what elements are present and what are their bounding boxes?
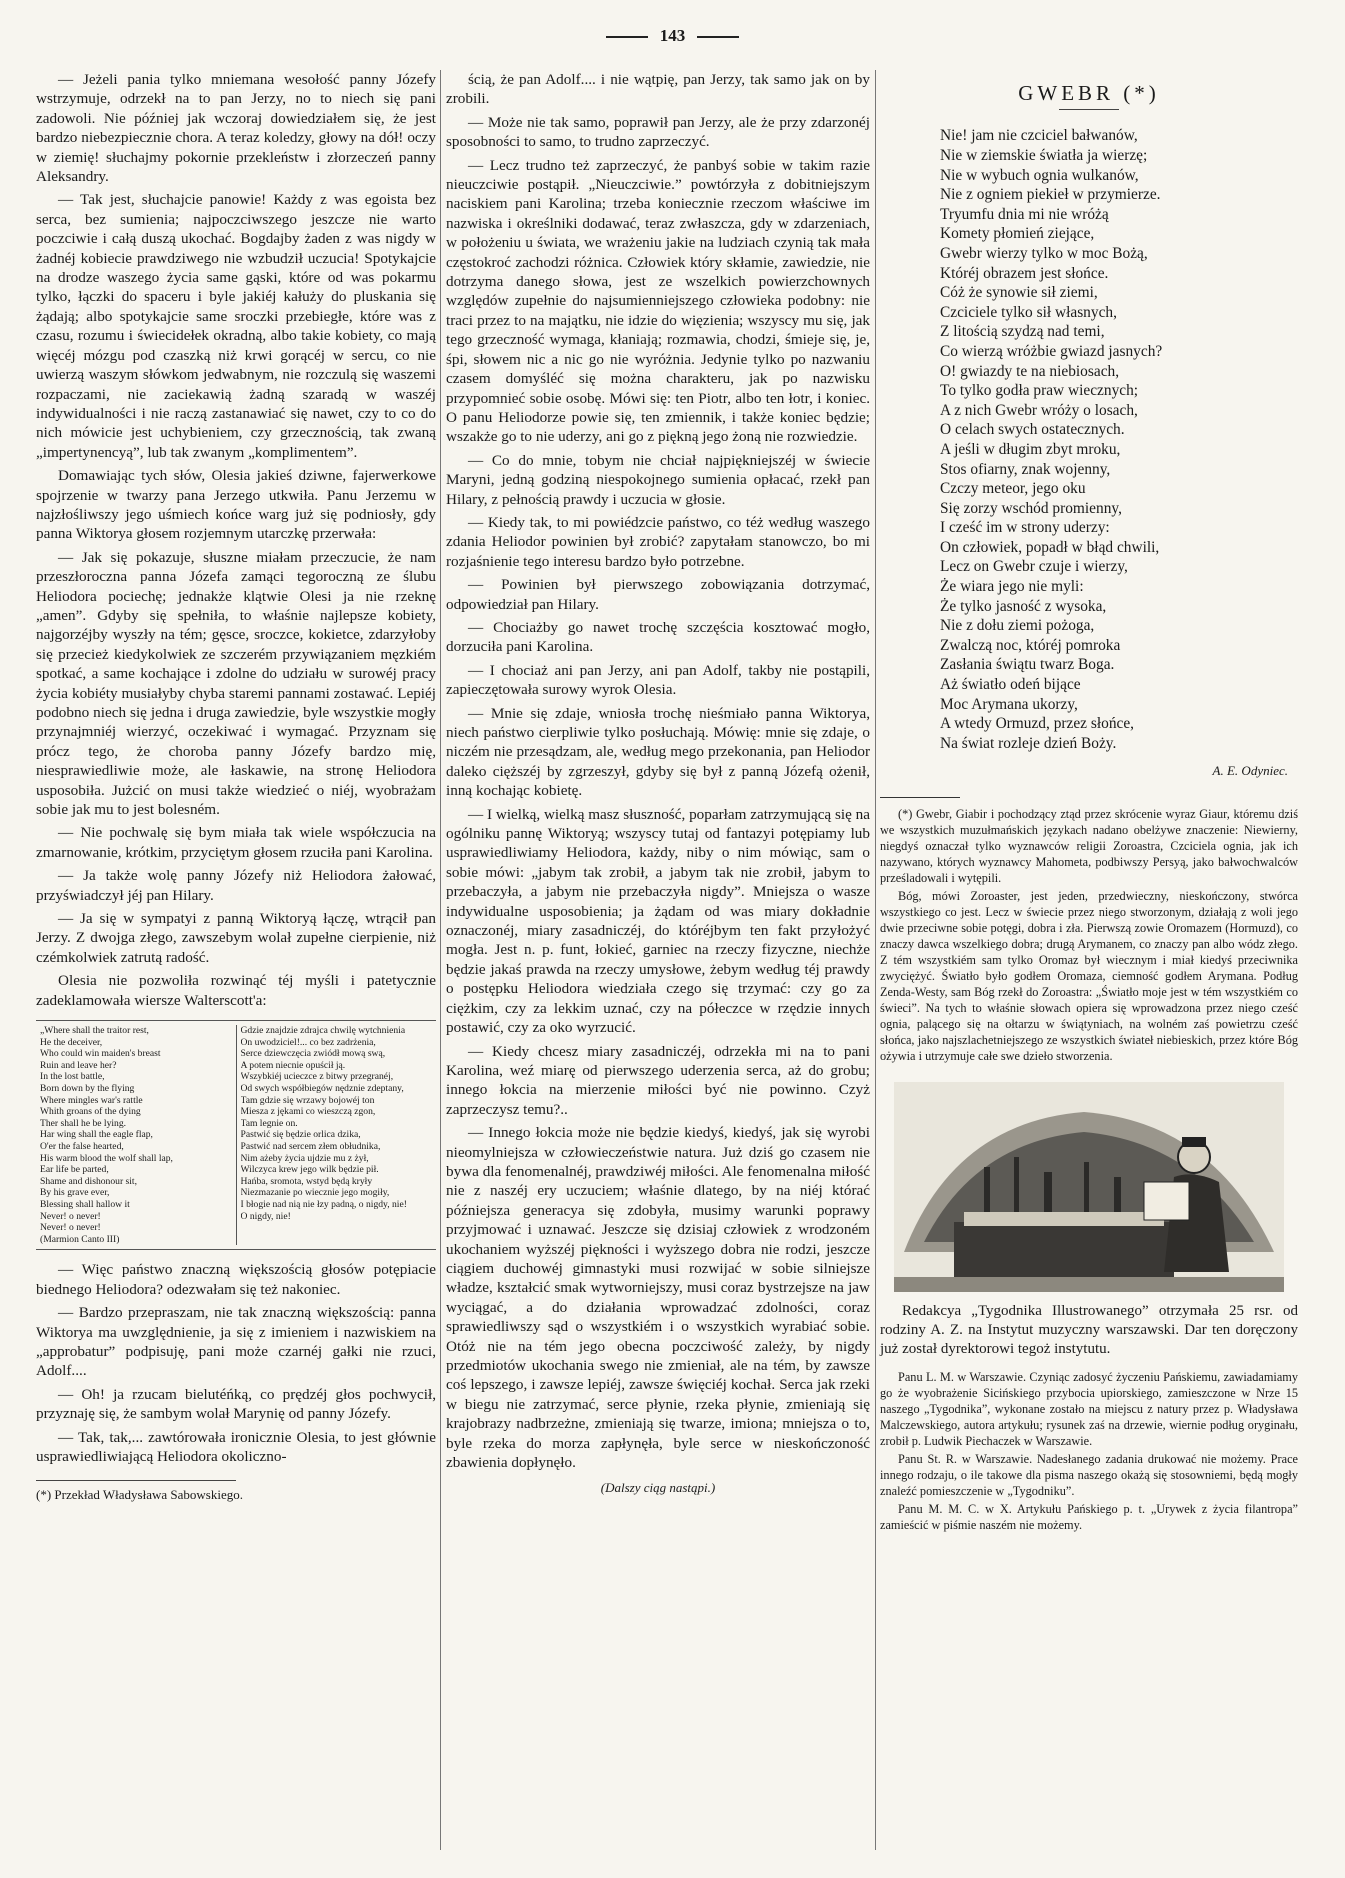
paragraph: — Kiedy tak, to mi powiédzcie państwo, co téż według waszego zdania Heliodor powinien był zrobić? zapytałam stanowczo, bo mi rozjaśnienie tego interesu bardzo było potrzebne. [446, 513, 870, 570]
poem-line: Ruin and leave her? [40, 1059, 117, 1071]
verse-line: Gwebr wierzy tylko w moc Bożą, [940, 244, 1148, 262]
paragraph: ścią, że pan Adolf.... i nie wątpię, pan Jerzy, tak samo jak on by zrobili. [446, 71, 870, 108]
poem-line: His warm blood the wolf shall lap, [40, 1152, 173, 1164]
paragraph: Olesia nie pozwoliła rozwinąć téj myśli i patetycznie zadeklamowała wiersze Walterscott'a: [36, 972, 436, 1009]
correspondence-item: Panu St. R. w Warszawie. Nadesłanego zadania drukować nie możemy. Prace innego rodzaju, o ile takowe dla pisma naszego okażą się stosowniemi, będą mogły znaleźć pomieszczenie w „Tygodniku”. [880, 1451, 1298, 1498]
verse-line: Że tylko jasność z wysoka, [940, 597, 1107, 615]
correspondence-item: Panu L. M. w Warszawie. Czyniąc zadosyć życzeniu Pańskiemu, zawiadamiamy go że wyobrażenie Sicińskiego przybocia upiorskiego, zamieszczone w Nrze 15 naszego „Tygodnika”, wykonane zostało na miejscu z natury przez p. Władysława Malczewskiego, autora artykułu; rysunek zaś na drzewie, wiernie podług oryginału, zrobił p. Ludwik Piechaczek w Warszawie. [880, 1369, 1298, 1448]
poem-line: Niezmazanie po wiecznie jego mogiły, [240, 1187, 390, 1199]
verse-line: A wtedy Ormuzd, przez słońce, [940, 715, 1135, 733]
verse-line: Moc Arymana ukorzy, [940, 695, 1078, 713]
paragraph: — Nie pochwalę się bym miała tak wiele współczucia na zmarnowanie, krótkim, przyciętym głosem rzuciła pani Karolina. [36, 824, 436, 861]
verse-line: O celach swych ostatecznych. [940, 421, 1125, 439]
poem-line: Never! o never! [40, 1222, 101, 1234]
poem-line: „Where shall the traitor rest, [40, 1025, 149, 1037]
poem-line: Wilczyca krew jego wilk będzie pił. [240, 1164, 379, 1176]
verse-line: Się zorzy wschód promienny, [940, 499, 1122, 517]
paragraph: — Kiedy chcesz miary zasadniczéj, odrzekła mi na to pani Karolina, weź miarę od pierwszego uderzenia serca, aż do grobu; innego łokcia na mierzenie miłości być nie powinno. Czyż zaprzeczysz temu?.. [446, 1042, 870, 1118]
poem-line: Blessing shall hallow it [40, 1199, 130, 1210]
poem-line: Tam gdzie się wrzawy bojowéj ton [240, 1094, 375, 1106]
paragraph: — Innego łokcia może nie będzie kiedyś, kiedyś, jak się wyrobi nieomylniejsza w człowieczeństwie natura. Już dziś go czasem nie bywa dla fenomenalnéj, prawdziwéj miłości. Ale fenomenalna miłość nie z naszéj ery uczuciem; właśnie dlatego, by na niéj którać późniejsza generacya się zdobyła, musimy warunki poprawy przyjmować i uznawać. Jeszcze się dzisiaj człowiek z wrodzoném ukochaniem wyższéj piękności i wyższego dobra nie rodzi, jeszcze ciągiem duchowéj gimnastyki musi rozwijać w sobie silniejsze władze, kształcić smak wytworniejszy, musi coraz bystrzejsze na jaw wyciągać, a do działania wprowadzać zdolności, coraz sprawiedliwszy sąd o wszystkiém i o wszystkich wyrabiać sobie. Otóż nie na tém jego obecna poczciwość zależy, by nigdy przedmiotów ukochania swego nie zmieniał, ale na tém, by zawsze coś lepszego, i zawsze lepiéj, zawsze święciéj kochał. Serca jak rzeki w biegu nie zatrzymać, serce płynie, rzeka płynie, zmieniają się krajobrazy nadbrzeżne, zmieniają się twarze, imiona; mniejsza o to, byle rzeka do morza zapłynęła, byle serce w nieskończoność zbawienia dopłynęło. [446, 1124, 870, 1472]
poem-line: Who could win maiden's breast [40, 1048, 161, 1060]
verse-line: Zwalczą noc, któréj pomroka [940, 636, 1121, 654]
verse-line: Stos ofiarny, znak wojenny, [940, 460, 1111, 478]
note-rule [880, 797, 960, 798]
footnote: (*) Przekład Władysława Sabowskiego. [36, 1480, 236, 1504]
poem-line: In the lost battle, [40, 1071, 105, 1083]
reading-man-illustration [894, 1082, 1284, 1292]
paragraph: — Tak jest, słuchajcie panowie! Każdy z was egoista bez serca, bez sumienia; najpoczciwszego jeszcze nie warto poczciwie i całą duszą ukochać. Bogdajby żaden z was nigdy w żadnéj kobiecie prawdziwego nie wzbudził uczucia! Spotykajcie na drodze waszego życia same gąski, które od was pokarmu tylko, łączki do spaceru i byle jakiéj kałuży do pluskania się żądają; albo spotykajcie same sroczki przebiegłe, które was z czasu, rozumu i świecidełek okradną, albo takie kobiety, co mają więcéj mózgu pod czaszką niż krwi gorącéj w sercu, co nie uwierzą waszym słówkom jedwabnym, nie rozczulą się waszemi rozpaczami, nie zaciekawią żadną szaradą w waszéj indywidualności i nie raczą zastanawiać się nawet, czy to co do nich mówicie jest uchybieniem, czy grzecznością, tak zwaną „impertynencyą”, lub tak zwanym „komplimentem”. [36, 191, 436, 461]
verse-line: O! gwiazdy te na niebiosach, [940, 362, 1120, 380]
paragraph: — Co do mnie, tobym nie chciał najpiękniejszéj w świecie Maryni, jedną godziną niespokojnego sumienia opłacać, rzekł pan Hilary, z pełnością prawdy i uczucia w głosie. [446, 451, 870, 508]
paragraph: — I chociaż ani pan Jerzy, ani pan Adolf, takby nie postąpili, zapieczętowała surowy wyrok Olesia. [446, 661, 870, 699]
verse-line: I cześć im w strony uderzy: [940, 519, 1110, 537]
verse-line: Na świat rozleje dzień Boży. [940, 734, 1117, 752]
poem-line: Nim ażeby życia ujdzie mu z żył, [240, 1152, 369, 1164]
verse-line: Któréj obrazem jest słońce. [940, 264, 1109, 282]
editorial-notice: Redakcya „Tygodnika Illustrowanego” otrzymała 25 rsr. od rodziny A. Z. na Instytut muzyczny warszawski. Dar ten doręczony już został dyrektorowi tegoż instytutu. [880, 1302, 1298, 1357]
column-2 [446, 70, 870, 1498]
paragraph: — Tak, tak,... zawtórowała ironicznie Olesia, to jest głównie usprawiedliwiającą Heliodora okoliczno- [36, 1428, 436, 1466]
poem-line: By his grave ever, [40, 1187, 110, 1199]
verse-line: Nie w ziemskie światła ja wierzę; [940, 147, 1148, 164]
verse-line: A jeśli w długim zbyt mroku, [940, 440, 1121, 458]
poem-line: Ther shall he be lying. [40, 1117, 127, 1129]
column-divider [875, 70, 876, 1850]
verse-line: On człowiek, popadł w błąd chwili, [940, 538, 1160, 556]
poem-english [36, 1025, 237, 1245]
paragraph: — Ja się w sympatyi z panną Wiktoryą łączę, wtrącił pan Jerzy. Z dwojga złego, zawszebym wolał zupełne cierpienie, niż czémkolwiek zatrutą radość. [36, 910, 436, 966]
poem-line: He the deceiver, [40, 1036, 103, 1048]
poem-line: Never! o never! [40, 1210, 101, 1222]
paragraph: — Chociażby go nawet trochę szczęścia kosztować mogło, dorzuciła pani Karolina. [446, 618, 870, 656]
verse-line: Że wiara jego nie myli: [940, 578, 1084, 596]
poem-line: Born down by the flying [40, 1083, 135, 1095]
poem-line: I błogie nad nią nie łzy padną, o nigdy, nie! [240, 1199, 407, 1210]
column-1-after-poem [36, 1260, 436, 1466]
verse-line: Z litością szydzą nad temi, [940, 323, 1105, 341]
verse-line: Zasłania świątu twarz Boga. [940, 656, 1115, 674]
page-number: 143 [0, 26, 1345, 46]
poem-footnote [880, 806, 1298, 1064]
poem-line: Hańba, sromota, wstyd będą kryły [240, 1175, 373, 1187]
poem-author: A. E. Odyniec. [1212, 763, 1288, 779]
note-paragraph: (*) Gwebr, Giabir i pochodzący ztąd przez skrócenie wyraz Giaur, któremu dziś we wszystkich muzułmańskich językach nadano obelżywe znaczenie: Niewierny, niegdyś oznaczał tylko wyznawców religii Zoroastra, Czciciela ognia, jak ich nazywano, których wyznawcy Mahometa, podbiwszy Persyą, jako bałwochwalców prześladowali i wytępili. [880, 806, 1298, 885]
column-2-paragraphs [446, 70, 870, 1472]
poem-line: O'er the false hearted, [40, 1141, 124, 1153]
paragraph: — Oh! ja rzucam bielutéńką, co prędzéj głos pochwycił, przyznaję się, że sambym wolał Marynię od panny Józefy. [36, 1385, 436, 1423]
poem-line: Tam legnie on. [240, 1117, 298, 1129]
verse-line: Nie z ogniem piekieł w przymierze. [940, 186, 1161, 204]
paragraph: — Może nie tak samo, poprawił pan Jerzy, ale że przy zdarzonéj sposobności to samo, to trudno zaprzeczyć. [446, 113, 870, 151]
verse-line: Czczy meteor, jego oku [940, 480, 1086, 498]
poem-line: Wszybkiéj ucieczce z bitwy przegranéj, [240, 1071, 394, 1083]
paragraph: — Jak się pokazuje, słuszne miałam przeczucie, że nam przeszłoroczna panna Józefa zamąci tegoroczną ze ślubu Heliodora pociechę; jednakże klątwie Olesi ja nie rzeknę „amen”. Gdyby się spełniła, to właśnie najlepsze kobiety, najgorzéjby wyszły na tém; gęsce, sroczce, kokietce, zdarzyłoby się przecież kiedykolwiek ze szczerém przywiązaniem męzkiém spotkać, a same kochające i zdolne do udziału w surowéj pracy życia kobiéty musiałyby chyba staremi pannami zostawać. Lepiéj podobno niech się jedna i druga zawiedzie, byle wszystkie mogły przynajmniéj wierzyć, oczekiwać i wymagać. Przyznam się prócz tego, że choroba panny Józefy bardzo mię, niesprawiedliwie może, ale łaskawie, na stronę Heliodora usposobiła. Jużcić on musi także wiedzieć o niéj, wyobrażam sobie jak mu to jest bolesném. [36, 548, 436, 819]
verse-line: Lecz on Gwebr czuje i wierzy, [940, 558, 1128, 576]
paragraph: — Więc państwo znaczną większością głosów potępiacie biednego Heliodora? odezwałam się też nakoniec. [36, 1261, 436, 1298]
column-3 [880, 70, 1298, 1535]
poem-line: Gdzie znajdzie zdrajca chwilę wytchnienia [240, 1025, 406, 1037]
paragraph: — I wielką, wielką masz słuszność, poparłam zatrzymującą się na ogólniku pannę Wiktoryą; wszyscy tutaj od fantazyi potępiamy lub usprawiedliwiamy Heliodora, każdy, niby o nim mówiąc, sam o sobie mówi: „jabym tak zrobił, a jabym tak nie zrobił, jabym to przebaczyła, a jabym nie przebaczyła nigdy”. Mniejsza o wasze indywidualne usposobienia; ja żądam od was miary dokładnie oznaczonéj, miary zasadniczéj, do któréjbym ten fakt przyłożyć mogła. Jest n. p. funt, łokieć, garniec na rzeczy fizyczne, niechże będzie jakaś prawda na rzeczy umysłowe, żebym według téj prawdy o postępku Heliodora wiedziała czego się trzymać: czy go za ciężkim, czy za lekkim uznać, czy na półeczce w rzędzie innych postawić, czy za oko wyrzucić. [446, 805, 870, 1037]
column-divider [440, 70, 441, 1850]
poem-line: Where mingles war's rattle [40, 1094, 143, 1106]
poem-line: Serce dziewczęcia zwiódł mową swą, [240, 1048, 386, 1060]
column-1 [36, 70, 436, 1505]
note-paragraph: Bóg, mówi Zoroaster, jest jeden, przedwieczny, nieskończony, stwórca wszystkiego co jest. Lecz w świecie przez niego stworzonym, działają z woli jego dwie przeciwne sobie potęgi, dobra i zła. Pierwszą zowie Oromazem (Hormuzd), co znaczy dawca wszelkiego dobra; drugą Arymanem, co znaczy pan albo wódz złego. Z tém wszystkiém sam tylko Oromaz był wiecznym i miał kiedyś przeciwnika zwyciężyć. Światło było godłem Oromaza, ciemność godłem Arymana. Podług Zenda-Westy, sam Bóg rzekł do Zoroastra: „Światło moje jest w tém wszystkiém co świeci”. Na tych to właśnie słowach opiera się wprowadzona przez niego cześć ognia, palącego się na ołtarzu w świątyniach, na wolném zaś powietrzu cześć słońca, jako najszlachetniejszego ze wszystkich świateł niebieskich, przez które Bóg ożywia i utrzymuje całe swe dzieło stworzenia. [880, 888, 1298, 1063]
poem-line: (Marmion Canto III) [40, 1233, 120, 1245]
poem-line: A potem niecnie opuścił ją. [240, 1059, 346, 1071]
verse-line: Co wierzą wróżbie gwiazd jasnych? [940, 342, 1163, 360]
poem-line: Miesza z jękami co wieszczą zgon, [240, 1106, 376, 1118]
verse-line: Nie! jam nie czciciel bałwanów, [940, 127, 1138, 145]
correspondence-item: Panu M. M. C. w X. Artykułu Pańskiego p. t. „Urywek z życia filantropa” zamieścić w piśmie naszém nie możemy. [880, 1501, 1298, 1532]
poem-line: Whith groans of the dying [40, 1106, 141, 1118]
poem-line: O nigdy, nie! [240, 1210, 291, 1222]
verse-line: Nie w wybuch ognia wulkanów, [940, 166, 1139, 184]
verse-line: Czciciele tylko sił własnych, [940, 303, 1117, 321]
verse-line: Tryumfu dnia mi nie wróżą [940, 205, 1109, 223]
poem-polish [237, 1025, 437, 1245]
poem-block [36, 1020, 436, 1250]
title-rule [1059, 109, 1119, 110]
verse-line: Aż światło odeń bijące [940, 676, 1081, 694]
verse-line: Komety płomień ziejące, [940, 225, 1095, 243]
poem-line: Shame and dishonour sit, [40, 1175, 137, 1187]
paragraph: — Ja także wolę panny Józefy niż Heliodora żałować, przyświadczył jéj pan Hilary. [36, 867, 436, 904]
poem-line: Har wing shall the eagle flap, [40, 1129, 153, 1141]
poem-line: Ear life be parted, [40, 1164, 109, 1176]
paragraph: — Lecz trudno też zaprzeczyć, że panbyś sobie w takim razie nieuczciwie postąpił. „Nieuczciwie.” powtórzyła z dobitniejszym naciskiem pani Karolina; trzeba koniecznie rzeczom właściwe im nazwiska i określniki dodawać, teraz zwłaszcza, gdy w zdarzeniach, w położeniu u świata, we wrażeniu jakie na ludziach czynią tak mała częstokroć zachodzi różnica. Człowiek który skłamie, zawiedzie, nie dotrzyma danego słowa, jest ze wszelkich powierzchownych względów zupełnie do najsumienniejszego człowieka podobny: nie traci przez to na majątku, nie idzie do więzienia; wszyscy mu się, jak tego grzeczność wymaga, kłaniają; rozmawia, chodzi, śmieje się, je, śpi, słowem nic a nic go nie wyróżnia. Jedynie tylko po nazwaniu czasem domyśléć się można charakteru, jak po nazwisku przypomnieć sobie osobę. Mówi się: ten Piotr, albo ten łotr, i koniec. O panu Heliodorze powie się, ten zmiennik, i także koniec będzie; wszakże go to nie uderzy, ani go z piękną jego żoną nie rozwiedzie. [446, 156, 870, 446]
poem-line: Pastwić się będzie orlica dzika, [240, 1129, 361, 1141]
continuation-note: (Dalszy ciąg nastąpi.) [600, 1480, 716, 1496]
paragraph: — Powinien był pierwszego zobowiązania dotrzymać, odpowiedział pan Hilary. [446, 576, 870, 613]
verse-line: Nie z dołu ziemi pożoga, [940, 617, 1095, 635]
poem-line: Pastwić nad sercem złem obłudnika, [240, 1141, 381, 1153]
verse-line: Cóż że synowie sił ziemi, [940, 284, 1098, 302]
verse-line: To tylko godła praw wiecznych; [940, 382, 1139, 400]
paragraph: — Bardzo przepraszam, nie tak znaczną większością: panna Wiktorya ma uwzględnienie, ja się z imieniem i nazwiskiem na „approbatur” podpisuję, pani może czarnéj gałki nie rzuci, Adolf.... [36, 1304, 436, 1380]
poem-line: Od swych współbiegów nędznie zdeptany, [240, 1083, 404, 1095]
column-1-paragraphs [36, 70, 436, 1010]
poem-title: GWEBR (*) [1018, 81, 1160, 105]
poem-verses [940, 126, 1298, 753]
paragraph: — Mnie się zdaje, wniosła trochę nieśmiało panna Wiktorya, niech państwo cierpliwie tylko posłuchają. Mówię: mnie się zdaje, o niczém nie przesądzam, ale, według mego przekonania, pan Heliodor daleko cięższéj by zgrzeszył, gdyby się był z panną Józefą ożenił, inną kochając kobietę. [446, 704, 870, 800]
paragraph: Domawiając tych słów, Olesia jakieś dziwne, fajerwerkowe spojrzenie w twarzy pana Jerzego utkwiła. Panu Jerzemu w najzłośliwszy jego uśmiech końce warg już się podniosły, gdy panna Wiktorya głosem rozjemnym utarczkę przerwała: [36, 467, 436, 543]
correspondence [880, 1369, 1298, 1533]
verse-line: A z nich Gwebr wróży o losach, [940, 401, 1138, 419]
paragraph: — Jeżeli pania tylko mniemana wesołość panny Józefy wstrzymuje, odrzekł na to pan Jerzy, no to niech się pani zadowoli. Nie później jak wczoraj dowiedziałem się, że jest bardzo niebezpiecznie chora. A teraz koledzy, głowy na dół! oczy w ziemię! słuchajmy pokornie przekleństw i złorzeczeń panny Aleksandry. [36, 71, 436, 186]
poem-line: On uwodziciel!... co bez zadrżenia, [240, 1036, 376, 1048]
